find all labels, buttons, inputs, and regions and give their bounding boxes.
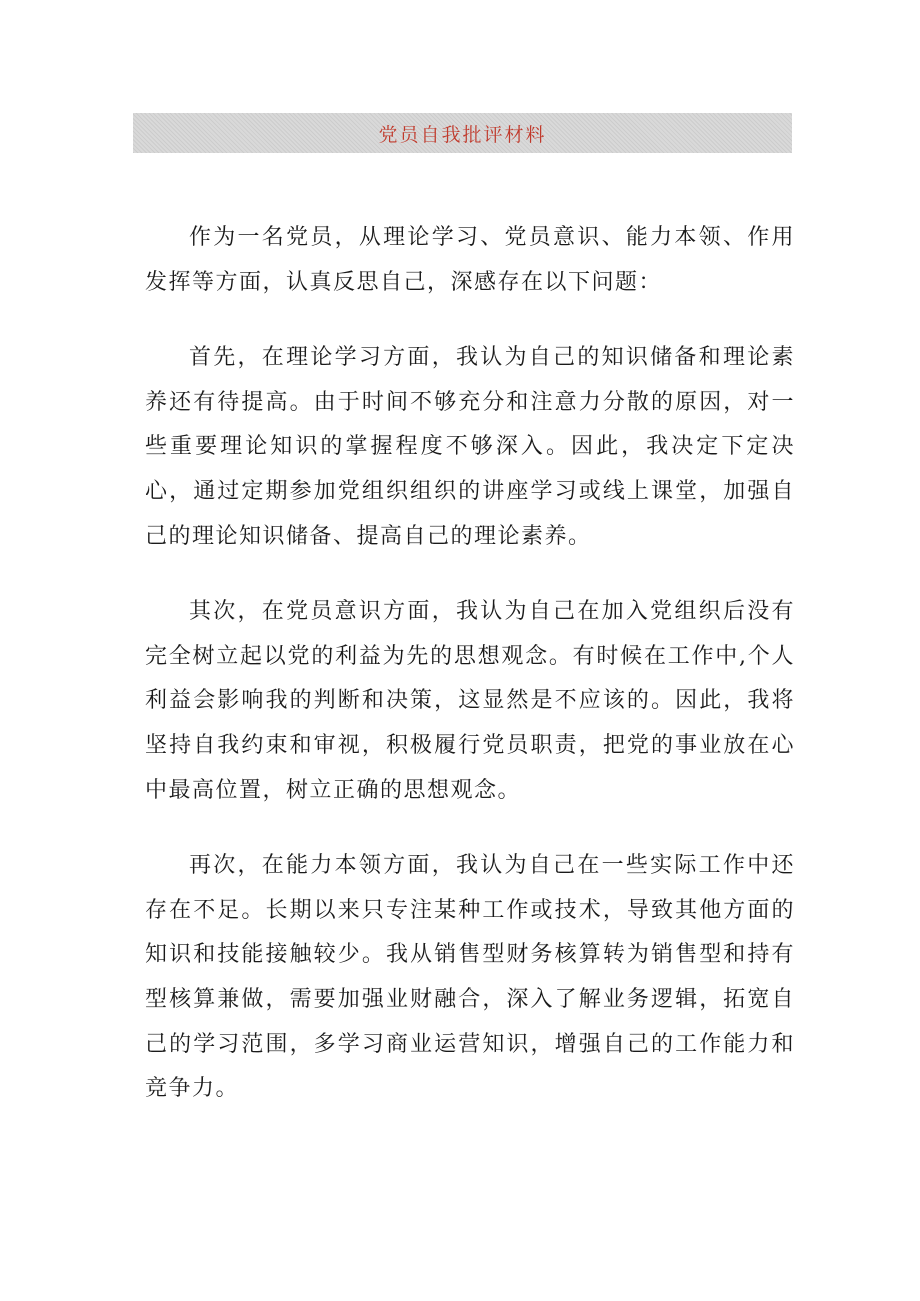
paragraph-ability: 再次，在能力本领方面，我认为自己在一些实际工作中还存在不足。长期以来只专注某种工作或技术，导致其他方面的知识和技能接触较少。我从销售型财务核算转为销售型和持有型核算兼做，需要加强业财融合，深入了解业务逻辑，拓宽自己的学习范围，多学习商业运营知识，增强自己的工作能力和竞争力。	[145, 853, 795, 1102]
paragraph-theory-study: 首先，在理论学习方面，我认为自己的知识储备和理论素养还有待提高。由于时间不够充分和注意力分散的原因，对一些重要理论知识的掌握程度不够深入。因此，我决定下定决心，通过定期参加党组织组织的讲座学习或线上课堂，加强自己的理论知识储备、提高自己的理论素养。	[145, 345, 795, 549]
paragraph-party-awareness: 其次，在党员意识方面，我认为自己在加入党组织后没有完全树立起以党的利益为先的思想观念。有时候在工作中,个人利益会影响我的判断和决策，这显然是不应该的。因此，我将坚持自我约束和审视，积极履行党员职责，把党的事业放在心中最高位置，树立正确的思想观念。	[145, 599, 795, 803]
document-body	[145, 216, 795, 1143]
document-title-bar	[133, 113, 792, 153]
paragraph-intro: 作为一名党员，从理论学习、党员意识、能力本领、作用发挥等方面，认真反思自己，深感存在以下问题：	[145, 225, 795, 295]
document-title: 党员自我批评材料	[378, 123, 547, 146]
